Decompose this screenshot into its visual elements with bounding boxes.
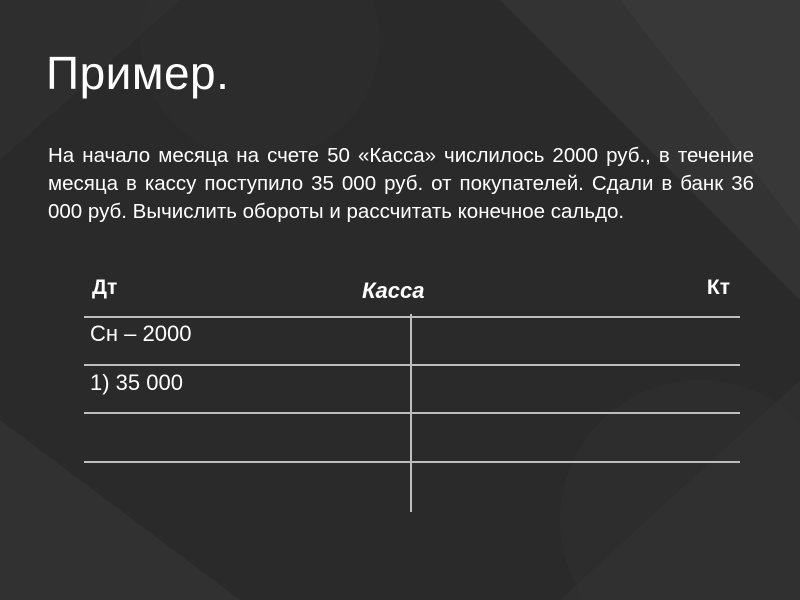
problem-text: На начало месяца на счете 50 «Касса» числилось 2000 руб., в течение месяца в кассу поступило 35 000 руб. от покупателей. Сдали в банк 36 000 руб. Вычислить обороты и рассчитать конечное сальдо. bbox=[48, 144, 754, 223]
t-account bbox=[84, 268, 740, 512]
debit-label: Дт bbox=[92, 276, 118, 299]
credit-label: Кт bbox=[706, 276, 730, 299]
t-account-header-line bbox=[84, 316, 740, 318]
slide-title: Пример. bbox=[46, 47, 230, 99]
debit-row-1: Сн – 2000 bbox=[90, 321, 192, 346]
t-account-row-line bbox=[84, 412, 740, 414]
account-name: Касса bbox=[362, 278, 425, 303]
debit-row-2: 1) 35 000 bbox=[90, 370, 183, 395]
t-account-row-line bbox=[84, 461, 740, 463]
t-account-row-line bbox=[84, 364, 740, 366]
